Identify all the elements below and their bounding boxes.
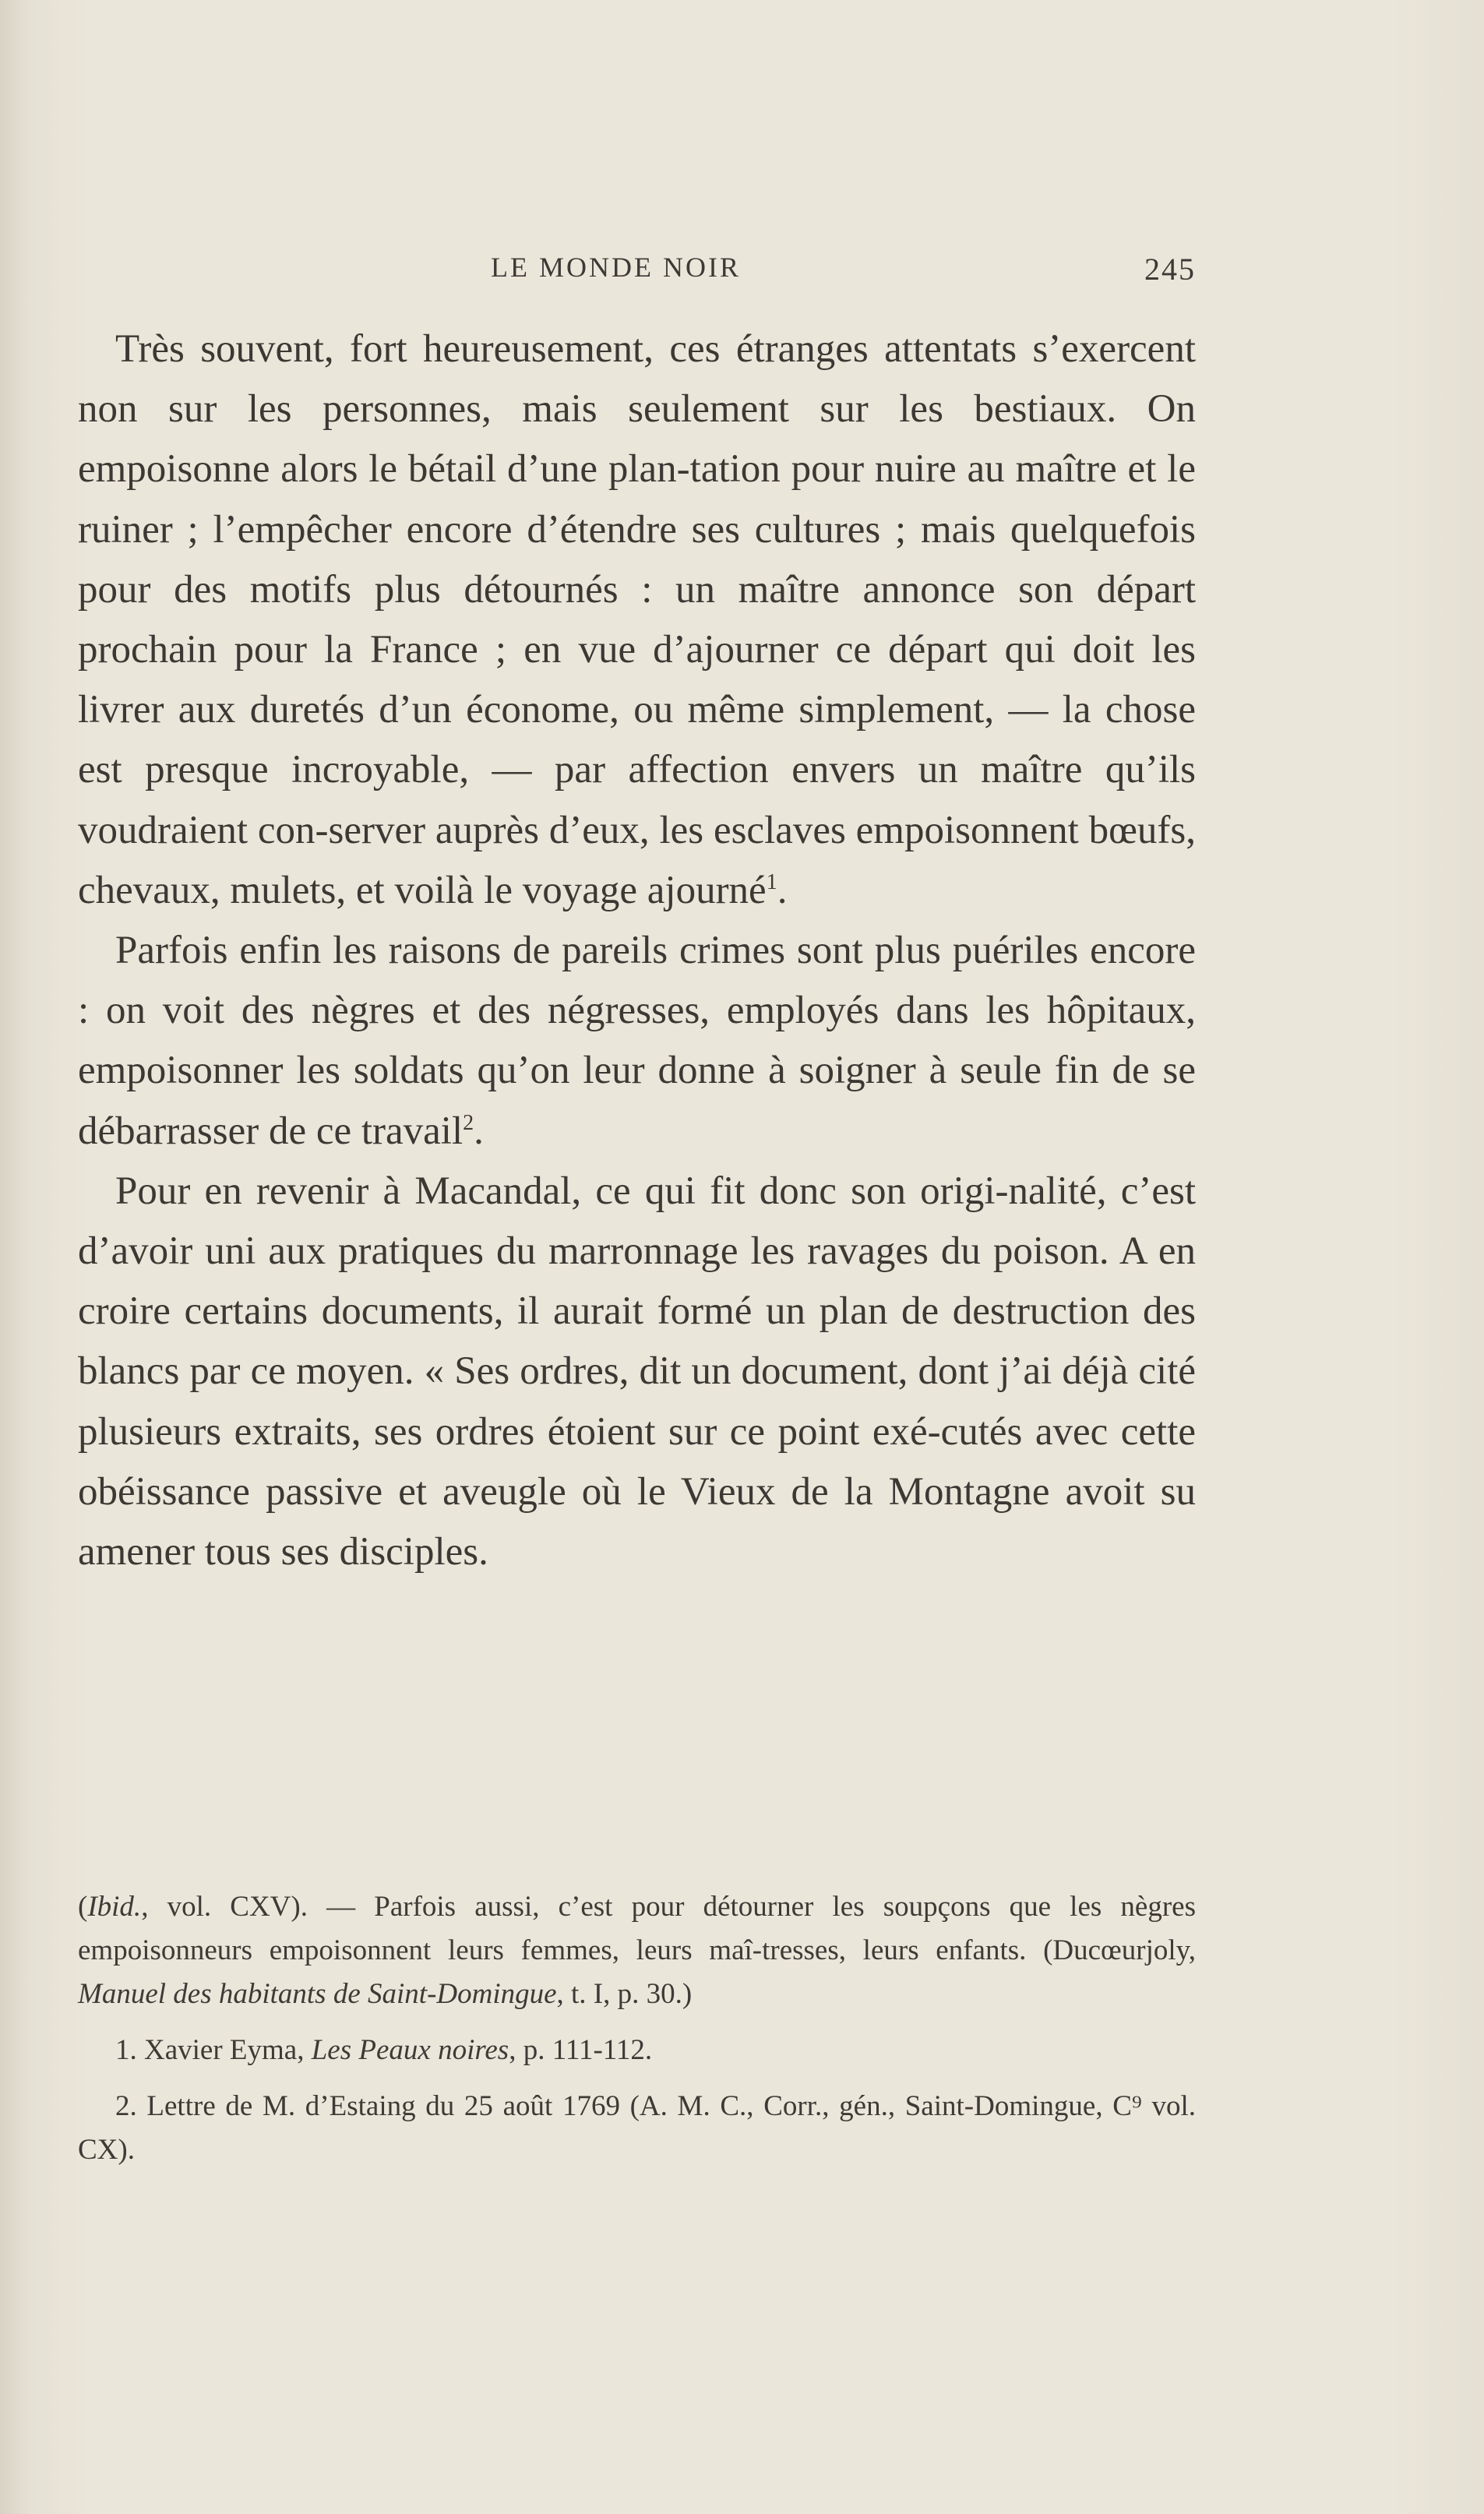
footnote-1-pages: , p. 111-112.	[509, 2034, 653, 2066]
footnote-continuation: (Ibid., vol. CXV). — Parfois aussi, c’est pour détourner les soupçons que les nègres empoisonneurs empoisonnent leurs femmes, leurs maî-tresses, leurs enfants. (Ducœurjoly, Manuel des habitants de Saint-Domingue, t. I, p. 30.)	[78, 1891, 1196, 2010]
footnote-continuation-text-b: , t. I, p. 30.)	[556, 1978, 693, 2010]
footnote-2	[78, 2085, 1196, 2172]
footnote-ref-2: 2	[463, 1110, 474, 1135]
paragraph-1	[78, 319, 1196, 921]
footnote-1-number: 1.	[115, 2034, 137, 2066]
main-text	[78, 319, 1196, 1582]
footnote-2-number: 2.	[115, 2090, 137, 2122]
paragraph-1-text: Très souvent, fort heureusement, ces étranges attentats s’exercent non sur les personnes, mais seulement sur les bestiaux. On empoisonne alors le bétail d’une plan-tation pour nuire au maître et le ruiner ; l’empêcher encore d’étendre ses cultures ; mais quelquefois pour des motifs plus détournés : un maître annonce son départ prochain pour la France ; en vue d’ajourner ce départ qui doit les livrer aux duretés d’un économe, ou même simplement, — la chose est presque incroyable, — par affection envers un maître qu’ils voudraient con-server auprès d’eux, les esclaves empoisonnent bœufs, chevaux, mulets, et voilà le voyage ajourné	[78, 327, 1196, 912]
page-header	[78, 251, 1196, 290]
paragraph-3-text: Pour en revenir à Macandal, ce qui fit donc son origi-nalité, c’est d’avoir uni aux pratiques du marronnage les ravages du poison. A en croire certains documents, il aurait formé un plan de destruction des blancs par ce moyen. « Ses ordres, dit un document, dont j’ai déjà cité plusieurs extraits, ses ordres étoient sur ce point exé-cutés avec cette obéissance passive et aveugle où le Vieux de la Montagne avoit su amener tous ses disciples.	[78, 1169, 1196, 1574]
footnote-ref-1: 1	[766, 869, 777, 894]
footnote-manual-title: Manuel des habitants de Saint-Domingue	[78, 1978, 557, 2010]
paragraph-2-tail: .	[474, 1109, 484, 1153]
footnote-continuation-text-a: , vol. CXV). — Parfois aussi, c’est pour détourner les soupçons que les nègres empoisonneurs empoisonnent leurs femmes, leurs maî-tresses, leurs enfants. (Ducœurjoly,	[78, 1891, 1196, 1966]
paragraph-2	[78, 921, 1196, 1162]
paragraph-2-text: Parfois enfin les raisons de pareils crimes sont plus puériles encore : on voit des nègres et des négresses, employés dans les hôpitaux, empoisonner les soldats qu’on leur donne à soigner à seule fin de se débarrasser de ce travail	[78, 929, 1196, 1153]
footnote-ibid: Ibid.	[87, 1891, 142, 1923]
footnotes	[78, 1885, 1196, 2172]
page-number: 245	[1144, 252, 1196, 287]
paragraph-1-tail: .	[777, 868, 788, 912]
footnote-1	[78, 2029, 1196, 2072]
footnote-1-author: Xavier Eyma,	[136, 2034, 312, 2066]
running-head: LE MONDE NOIR	[491, 252, 741, 283]
footnote-2-text: Lettre de M. d’Estaing du 25 août 1769 (A. M. C., Corr., gén., Saint-Domingue, C⁹ vol. CX).	[78, 2090, 1196, 2166]
paragraph-3	[78, 1162, 1196, 1582]
footnote-1-title: Les Peaux noires	[311, 2034, 509, 2066]
